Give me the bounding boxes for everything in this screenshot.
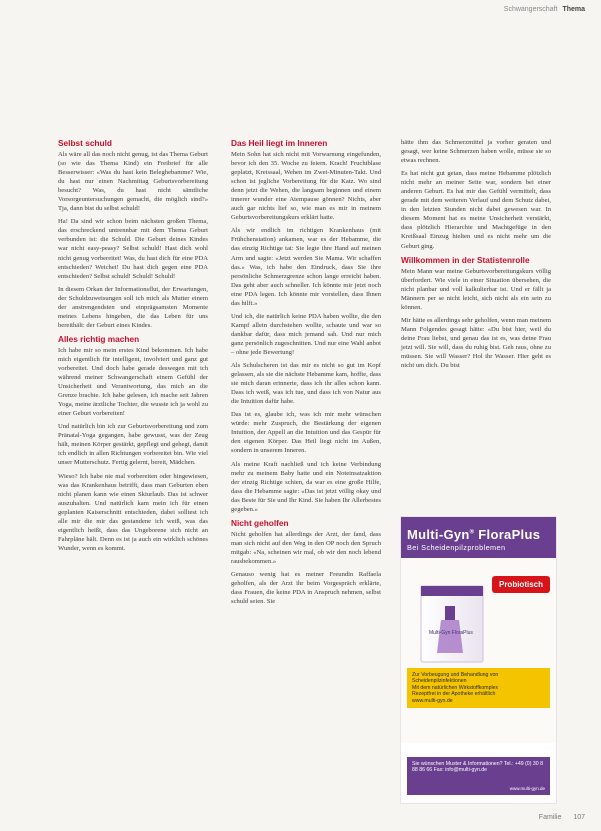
paragraph: Als Schulscheren ist das mir es nicht so gut im Kopf gelassen, als sie die nächste Hebamme kam, hoffte, dass sie mich daran erinnerte, dass ich ihr alles schon kann. Dass ich weiß, was ich tue, und dass ich von Natur aus die Intuition dafür habe. [231, 362, 381, 406]
running-head-category: Schwangerschaft [503, 6, 558, 13]
article-column-3 [401, 138, 551, 374]
article-column-2 [231, 138, 381, 610]
paragraph: Es hat nicht gut getan, dass meine Hebamme plötzlich nicht mehr an meiner Seite war, sondern bei einer anderen Geburt. Es hat mir das Gefühl vermittelt, dass gerade mit dem weiteren Verlauf und dem Schutz dabei, in den letzten Stunden nicht dabei gewesen war. In diesem Moment hat es meine Unsicherheit verstärkt, dass plötzlich Hierarchie und Machtgefüge in den Kreißsaal Einzug hielten und es nicht mehr um die Geburt ging. [401, 170, 551, 250]
ad-feature: www.multi-gyn.de [412, 697, 453, 704]
subheading-alles-richtig-machen: Alles richtig machen [58, 333, 140, 344]
paragraph: Wieso? Ich habe nie mal vorbereiten oder hingewiesen, was das Krankenhaus betrifft, dass man Geburten eben nicht planen kann wie einen Skiurlaub. Das ist schwer auszuhalten. Und natürlich kam mein ich für einen geplanten Kaiserschnitt entschieden, dabei solltest ich alle mir die mir das gestandene ich weiß, was das eigentlich heißt, dass das Ungeborene sich nicht an Fahrpläne hält. Denn es ist ja auch ein wirklich schönes Wunder, wenn es kommt. [58, 472, 208, 552]
advertisement-multi-gyn[interactable] [401, 517, 556, 803]
page-footer [539, 814, 585, 821]
paragraph: Als wäre all das noch nicht genug, ist das Thema Geburt (so wie das Thema Kind) ein Freibrief für alle Besserwisser: «Was du hast kein Beleghebamme? Wie, du hast nur einen Nachmittag Geburtsvorbereitung besucht? Was, du hast nicht sämtliche Vorsorgeuntersuchungen gemacht, die möglich sind?» Tja, dann bist du selbst schuld! [58, 151, 208, 213]
product-tube-cap [445, 606, 455, 620]
page-number: 107 [573, 814, 585, 821]
ad-feature: Rezeptfrei in der Apotheke erhältlich [412, 691, 496, 698]
ad-brand-name: Multi-Gyn [407, 527, 470, 542]
product-tube [437, 620, 463, 653]
article-column-1 [58, 138, 208, 557]
product-box-band [421, 586, 483, 596]
ad-footer-text: Sie wünschen Muster & Informationen? Tel.: +49 (0) 30 8 88 86 66 Fax: info@multi-gyn.de [412, 761, 543, 774]
ad-feature: Zur Vorbeugung und Behandlung von Scheidenpilzinfektionen [412, 672, 499, 685]
paragraph: Mein Sohn hat sich nicht mit Vorwarnung eingefunden, bevor ich den 35. Woche zu feiern. Krach! Fruchtblase geplatzt, Kreissaal, Wehen im Zwei-Minuten-Takt. Und schon ist jegliche Vorbereitung für die Katz. Wo sind denn jetzt die Wehen, die langsam beginnen und einem innerer wunder eine Atempause gönnen? Nichts, aber auch gar nichts lief so, wie man es mir in meinem Geburtsvorbereitungskurs erklärt hatte. [231, 151, 381, 222]
paragraph: Ha! Da sind wir schon beim nächsten großen Thema, das erschreckend untrennbar mit dem Thema Geburt verbunden ist: die Schuld. Die Geburt deines Kindes war nicht easy-peasy? Selbst schuld! Hast dich wohl nicht genug vorbereitet! Was, du hast dich für eine PDA entschieden? Weichei! Du hast dich gegen eine PDA entschieden? Selbst schuld! Schuld! Schuld! [58, 218, 208, 280]
paragraph: Genauso wenig hat es meiner Freundin Raffaela geholfen, als der Arzt ihr beim Vorgespräch erklärte, dass Frauen, die keine PDA in Anspruch nehmen, selbst schuld seien. Sie [231, 570, 381, 606]
ad-footer[interactable] [407, 757, 550, 795]
paragraph: In diesem Orkan der Informationsflut, der Erwartungen, der Schuldzuweisungen soll ich mich als Mutter einem der anstrengendsten und einprägsamsten Momente meines Lebens hingeben, die das Leben für uns bereithält: der Geburt eines Kindes. [58, 285, 208, 329]
ad-header [401, 517, 556, 558]
paragraph: Mir hätte es allerdings sehr geholfen, wenn man meinem Mann Folgendes gesagt hätte: «Du bist hier, weil du deine Frau liebst, und genau das ist es, was deine Frau jetzt will. Sie will, dass du ruhig bist. Geh raus, ohne zu müssen. Sie will Wasser? Hol ihr Wasser. Hier geht es nicht um dich. Du bist [401, 316, 551, 370]
paragraph: Ich habe mir so mein erstes Kind bekommen. Ich habe mich eigentlich für intelligent, involviert und ganz gut vorbereitet. Und doch habe gerade deswegen mit ich während meiner Schwangerschaft einem Gefühl der Unsicherheit und Verantwortung, das mich an die Grenze brachte. Ich habe gelesen, ich mache seit Jahren Yoga, meine ärztliche Tochter, die wusste ich ja wohl zu einer Geburt vorbereiten! [58, 346, 208, 418]
paragraph: hätte ihm das Schmerzmittel ja vorher geraten und gesagt, wer keine Schmerzen haben wolle, müsse sie so etwas rechnen. [401, 139, 551, 165]
subheading-willkommen-in-der-statistenrolle: Willkommen in der Statistenrolle [401, 254, 530, 265]
running-head [504, 6, 585, 13]
running-head-section: Thema [562, 6, 585, 13]
probiotic-badge: Probiotisch [492, 576, 550, 593]
magazine-name: Familie [538, 814, 562, 821]
paragraph: Als wir endlich im richtigen Krankenhaus (mit Frühchenstation) ankamen, war es der Hebamme, die das einzig Richtige tat: Sie legte ihre Hand auf meinen Arm und sagte: «Jetzt werden Sie Mama. Wir schaffen das.» Was, ich habe den Eindruck, dass Sie ihre persönliche Schmerzgrenze schon lange erreicht haben. Das geht aber auch schneller. Ich könnte mir jetzt noch eine PDA legen. Ich könnte mir vorstellen, dass Ihnen das hilft.» [231, 227, 381, 307]
ad-product-area [401, 558, 556, 743]
ad-subtitle: Bei Scheidenpilzproblemen [407, 543, 506, 552]
paragraph: Und ich, die natürlich keine PDA haben wollte, die den Kampf allein durchstehen wollte, schaute und war so dankbar dafür, dass mich jemand sah. Und nur mich ganz persönlich zugeschnitten. Und nur eine Wahl anbot – ohne jede Bewertung! [231, 312, 381, 356]
subheading-nicht-geholfen: Nicht geholfen [231, 517, 289, 528]
ad-brand-suffix: FloraPlus [478, 527, 541, 542]
ad-feature: Mit dem natürlichen Wirkstoffkomplex [412, 684, 499, 691]
paragraph: Das ist es, glaube ich, was ich mir mehr wünschen würde: mehr Zuspruch, die Bestärkung der eigenen Intuition, der Appell an die Intuition und das Gespür für den eigenen Körper. Das Heil liegt nicht im Außen, sondern in unserem Inneren. [231, 411, 381, 455]
paragraph: Als meine Kraft nachließ und ich keine Verbindung mehr zu meinem Baby hatte und ein Noteinsatzaktion der einzig Richtige schien, da war es eine große Hilfe, dass die Hebamme sagte: «Das ist jetzt völlig okay und das Beste für Sie und Ihr Kind. Sie haben Ihr Allerbestes gegeben.» [231, 460, 381, 513]
subheading-selbst-schuld: Selbst schuld [58, 138, 112, 148]
ad-footer-url[interactable]: www.multi-gyn.de [509, 785, 545, 791]
ad-brand: Multi-Gyn® FloraPlus [407, 527, 541, 542]
subheading-das-heil-liegt-im-inneren: Das Heil liegt im Inneren [231, 138, 328, 148]
ad-feature-list [407, 668, 550, 708]
paragraph: Nicht geholfen hat allerdings der Arzt, der fand, dass man sich nicht auf den Weg in den OP noch den Spruch mitgab: «Na, scheinen wir mal, ob wir den noch lebend rausbekommen.» [231, 530, 381, 565]
paragraph: Mein Mann war meine Geburtsvorbereitungskurs völlig überfordert. Wie viele in einer Situation übersehen, die nicht planbar und voll kalkulierbar ist. Und er fällt ja Männern per se nicht leicht, sich nicht als ein sein zu können. [401, 267, 551, 311]
product-box-label: Multi-Gyn FloraPlus [429, 630, 473, 636]
paragraph: Und natürlich bin ich zur Geburtsvorbereitung und zum Pränatal-Yoga gegangen, habe gewusst, was der Zeug hält, meinen Körper gestärkt, gepflegt und gehegt, damit ich endlich in allen Richtungen vorbereitet bin. Wie viel unser Mutterschutz. Fertig gelernt, bereit, Mädchen. [58, 423, 208, 467]
